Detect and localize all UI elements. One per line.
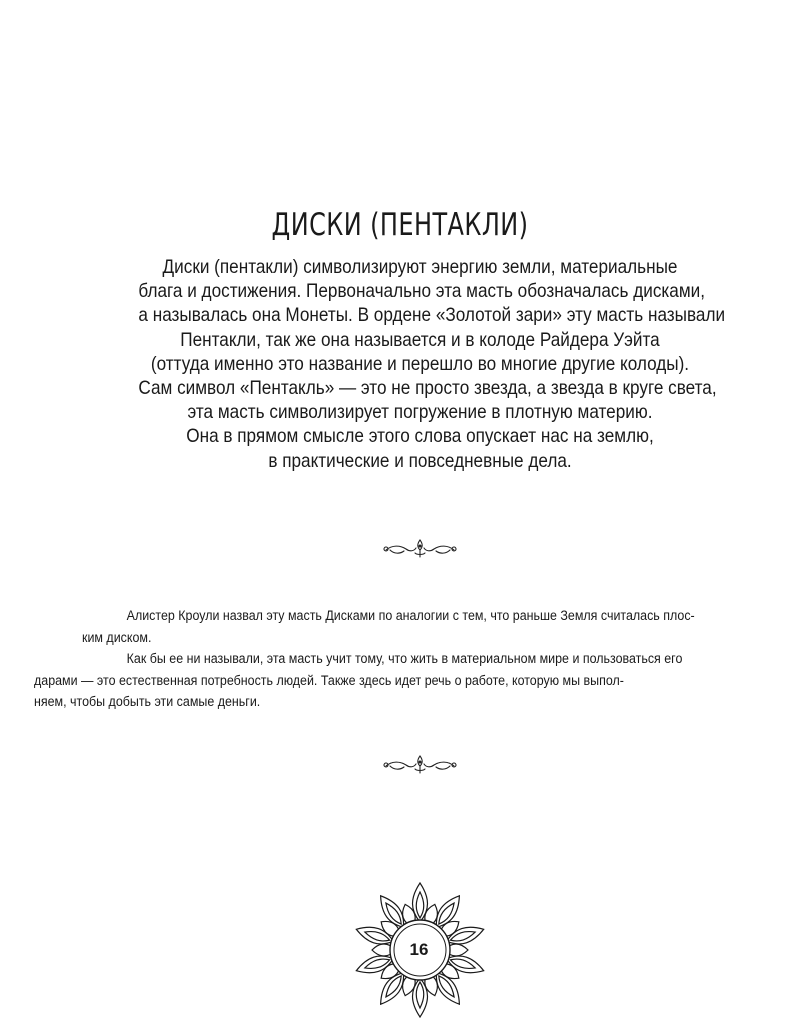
flourish-divider-icon: [380, 537, 460, 559]
page-number: 16: [409, 940, 429, 959]
intro-line: Диски (пентакли) символизируют энергию земли, материальные: [162, 256, 678, 278]
intro-line: Она в прямом смысле этого слова опускает нас на землю,: [186, 425, 654, 448]
text-line: няем, чтобы добыть эти самые деньги.: [34, 694, 261, 710]
text-line: дарами — это естественная потребность людей. Также здесь идет речь о работе, которую мы выпол-: [34, 672, 624, 688]
intro-line: в практические и повседневные дела.: [268, 449, 572, 472]
paragraph: [82, 605, 720, 648]
text-line: ким диском.: [82, 629, 152, 645]
text-line: Алистер Кроули назвал эту масть Дисками по аналогии с тем, что раньше Земля считалась плос-: [126, 608, 695, 623]
body-text: [34, 605, 720, 713]
text-line: Как бы ее ни называли, эта масть учит тому, что жить в материальном мире и пользоваться его: [126, 651, 683, 667]
intro-line: а называлась она Монеты. В ордене «Золотой зари» эту масть называли: [138, 304, 726, 327]
intro-line: Сам символ «Пентакль» — это не просто звезда, а звезда в круге света,: [138, 377, 717, 400]
intro-line: эта масть символизирует погружение в плотную материю.: [187, 401, 653, 424]
intro-line: (оттуда именно это название и перешло во многие другие колоды).: [150, 352, 690, 375]
section-title: ДИСКИ (ПЕНТАКЛИ): [271, 206, 529, 243]
flourish-divider-icon: [380, 753, 460, 775]
paragraph: [34, 648, 720, 713]
intro-line: блага и достижения. Первоначально эта масть обозначалась дисками,: [138, 280, 705, 303]
intro-paragraph: [100, 255, 740, 473]
intro-line: Пентакли, так же она называется и в колоде Райдера Уэйта: [180, 328, 660, 351]
